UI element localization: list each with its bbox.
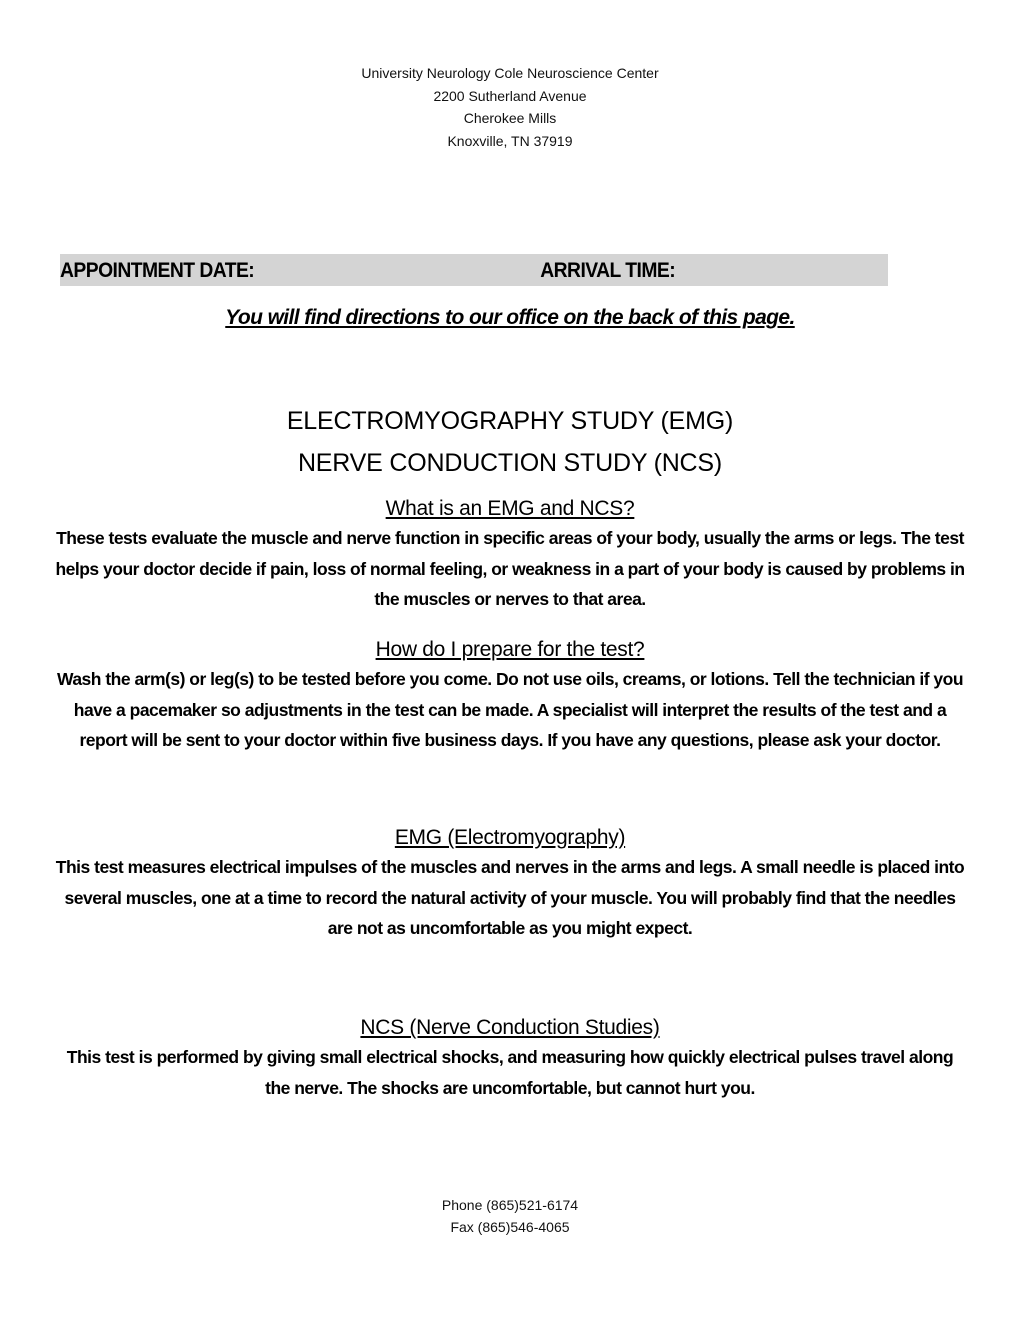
directions-note: You will find directions to our office on the back of this page. [225,306,795,329]
section-heading: EMG (Electromyography) [394,826,626,849]
title-emg: ELECTROMYOGRAPHY STUDY (EMG) [286,407,734,435]
contact-footer [0,1194,1020,1238]
section-heading: How do I prepare for the test? [375,638,645,661]
section-heading: NCS (Nerve Conduction Studies) [360,1016,660,1039]
letterhead-org-name: University Neurology Cole Neuroscience Center [361,65,659,81]
appointment-date-label: APPOINTMENT DATE: [60,259,255,282]
section-heading: What is an EMG and NCS? [385,497,635,520]
section-body: This test measures electrical impulses of the muscles and nerves in the arms and legs. A small needle is placed into several muscles, one at a time to record the natural activity of your muscle. You will probably find that the needles are not as uncomfortable as you might expect. [55,857,965,938]
phone-number: Phone (865)521-6174 [441,1197,579,1213]
letterhead [0,62,1020,152]
letterhead-city-state-zip: Knoxville, TN 37919 [447,132,573,149]
section-ncs [55,1014,965,1103]
section-prepare [55,636,965,756]
title-ncs: NERVE CONDUCTION STUDY (NCS) [297,449,723,477]
section-what-is [55,495,965,615]
section-body: This test is performed by giving small electrical shocks, and measuring how quickly electrical pulses travel along the nerve. The shocks are uncomfortable, but cannot hurt you. [66,1047,954,1098]
section-body: Wash the arm(s) or leg(s) to be tested before you come. Do not use oils, creams, or lotions. Tell the technician if you have a pacemaker so adjustments in the test can be made. A specialist will interpret the results of the test and a report will be sent to your doctor within five business days. If you have any questions, please ask your doctor. [56,669,964,750]
letterhead-street: 2200 Sutherland Avenue [433,87,587,104]
appointment-bar [60,254,888,286]
document-title [0,400,1020,484]
section-emg [55,824,965,944]
letterhead-locality: Cherokee Mills [463,110,557,126]
arrival-time-label: ARRIVAL TIME: [540,259,676,282]
fax-number: Fax (865)546-4065 [450,1219,570,1235]
section-body: These tests evaluate the muscle and nerve function in specific areas of your body, usually the arms or legs. The test helps your doctor decide if pain, loss of normal feeling, or weakness in a part of your body is caused by problems in the muscles or nerves to that area. [55,528,965,609]
